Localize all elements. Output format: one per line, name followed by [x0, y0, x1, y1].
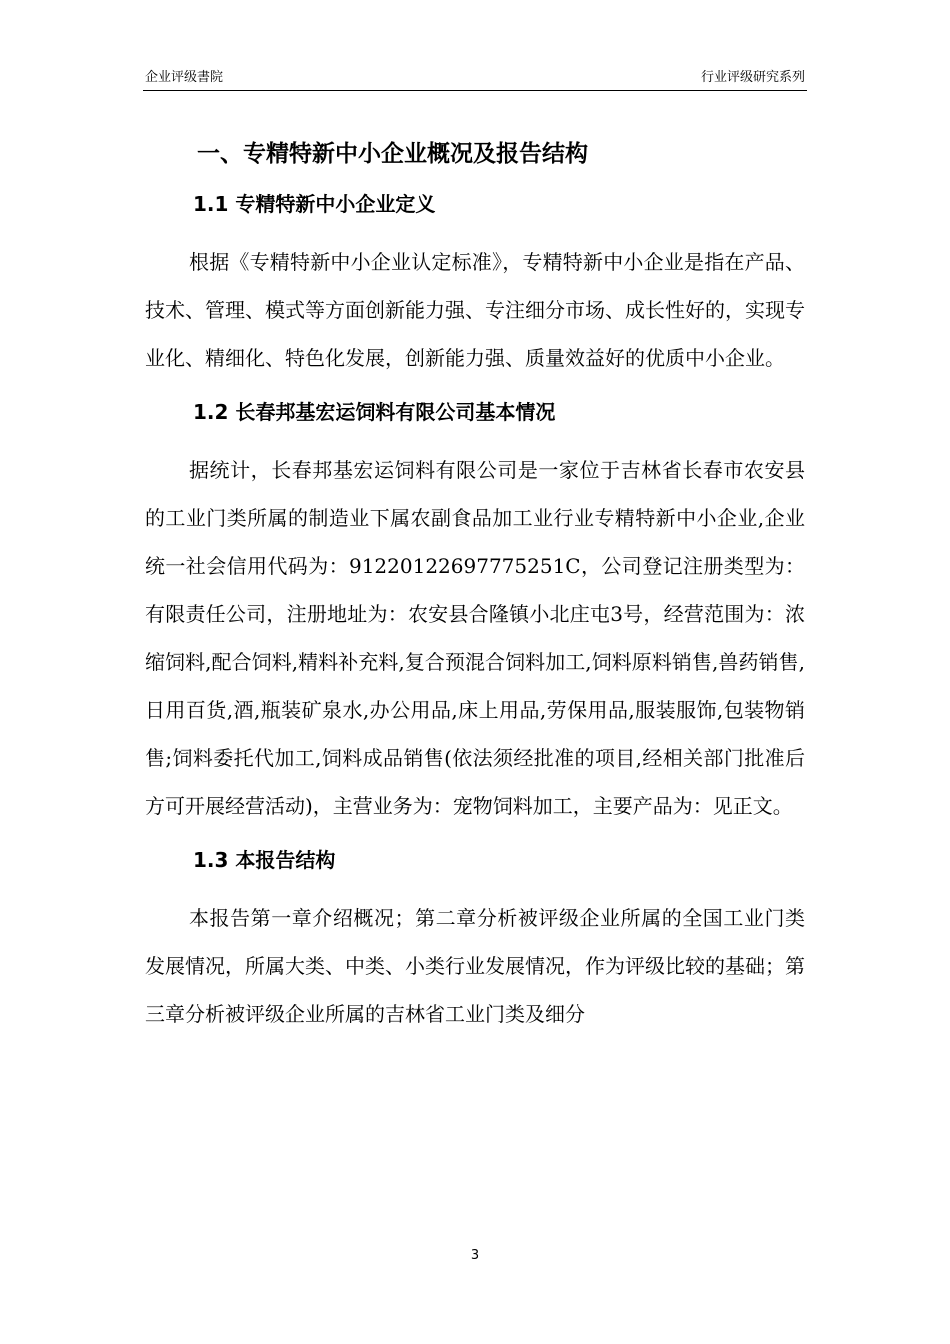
section-paragraph-1-3: 本报告第一章介绍概况；第二章分析被评级企业所属的全国工业门类发展情况，所属大类、中类、小类行业发展情况，作为评级比较的基础；第三章分析被评级企业所属的吉林省工业门类及细分 — [145, 906, 805, 1026]
section-heading-1-1: 1.1 专精特新中小企业定义 — [193, 192, 436, 216]
chapter-title: 一、专精特新中小企业概况及报告结构 — [197, 141, 588, 167]
section-paragraph-1-1: 根据《专精特新中小企业认定标准》，专精特新中小企业是指在产品、技术、管理、模式等方面创新能力强、专注细分市场、成长性好的，实现专业化、精细化、特色化发展，创新能力强、质量效益好的优质中小企业。 — [145, 250, 805, 370]
page-number: 3 — [470, 1248, 480, 1263]
section-paragraph-1-2: 据统计，长春邦基宏运饲料有限公司是一家位于吉林省长春市农安县的工业门类所属的制造业下属农副食品加工业行业专精特新中小企业,企业统一社会信用代码为：91220122697775251C，公司登记注册类型为：有限责任公司，注册地址为：农安县合隆镇小北庄屯3号，经营范围为：浓缩饲料,配合饲料,精料补充料,复合预混合饲料加工,饲料原料销售,兽药销售,日用百货,酒,瓶装矿泉水,办公用品,床上用品,劳保用品,服装服饰,包装物销售;饲料委托代加工,饲料成品销售(依法须经批准的项目,经相关部门批准后方可开展经营活动)，主营业务为：宠物饲料加工，主要产品为：见正文。 — [145, 458, 805, 818]
page-body — [145, 138, 805, 1054]
section-heading-1-2: 1.2 长春邦基宏运饲料有限公司基本情况 — [193, 400, 556, 424]
header-right-text: 行业评级研究系列 — [700, 70, 805, 85]
header-left-text: 企业评级書院 — [145, 70, 224, 85]
section-heading-1-3: 1.3 本报告结构 — [193, 848, 336, 872]
header-rule — [143, 90, 807, 91]
